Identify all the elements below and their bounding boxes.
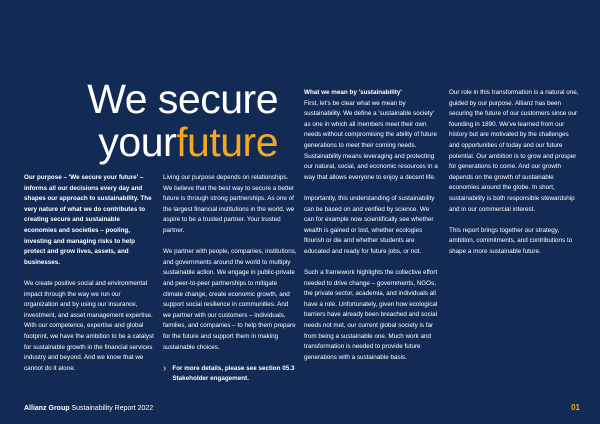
role-paragraph-2: This report brings together our strategy, ambition, commitments, and contributions to shape a more sustainable future. <box>449 226 573 255</box>
column-sustainability-definition <box>304 88 441 363</box>
title-line-2 <box>26 121 278 164</box>
page-number: 01 <box>571 403 580 412</box>
column-partnerships <box>163 173 298 385</box>
column-purpose <box>24 173 154 374</box>
sustainability-paragraph-1: First, let's be clear what we mean by sustainability. We define a 'sustainable society' as one in which all members meet their own needs without compromising the ability of future generations to meet their coming needs. Sustainability means leveraging and protecting our natural, social, and economic resources in a way that allows everyone to enjoy a decent life. <box>304 99 438 181</box>
footer-brand: Allianz Group <box>24 405 70 412</box>
stakeholder-engagement-link-text[interactable]: For more details, please see section 05.3 Stakeholder engagement. <box>172 364 295 383</box>
purpose-impact-paragraph: We create positive social and environmental impact through the way we run our organization and by using our insurance, investment, and asset management expertise. With our competence, expertise and global footprint, we have the ambition to be a catalyst for sustainable growth in the financial services industry and beyond. And we know that we cannot do it alone. <box>24 279 154 372</box>
sustainability-paragraph-2: Importantly, this understanding of sustainability can be based on and verified by science. We can for example now scientifically see whether wealth is gained or lost, whether ecologies flourish or die and whether students are educated and ready for future jobs, or not. <box>304 194 435 255</box>
purpose-intro: Our purpose – 'We secure your future' – informs all our decisions every day and shapes our approach to sustainability. The very nature of what we do contributes to creating secure and sustainable economies and societies – pooling, investing and managing risks to help protect and grow lives, assets, and businesses. <box>24 174 152 266</box>
column-our-role <box>449 88 580 258</box>
sustainability-heading: What we mean by 'sustainability' <box>304 89 402 96</box>
partnerships-paragraph-1: Living our purpose depends on relationships. We believe that the best way to secure a better future is through strong partnerships. As one of the largest financial institutions in the world, we aspire to be a trusted partner. Your trusted partner. <box>163 174 295 234</box>
footer <box>24 404 153 414</box>
title-word-future: future <box>176 119 278 165</box>
title-line-1: We secure <box>87 76 278 122</box>
role-paragraph-1: Our role in this transformation is a natural one, guided by our purpose. Allianz has been securing the future of our customers since our founding in 1890. We've learned from our history but are motivated by the challenges and opportunities of today and our future potential. Our ambition is to grow and prosper for generations to come. And our growth depends on the growth of sustainable economies around the globe. In short, sustainability is both responsible stewardship and in our commercial interest. <box>449 89 579 213</box>
footer-report-title: Sustainability Report 2022 <box>71 405 154 412</box>
stakeholder-engagement-link[interactable] <box>163 364 298 385</box>
partnerships-paragraph-2: We partner with people, companies, institutions, and governments around the world to multiply sustainable action. We engage in public-private and peer-to-peer partnerships to mitigate climate change, create economic growth, and support social resilience in communities. And we partner with our customers – individuals, families, and companies – to help them prepare for the future and support them in making sustainable choices. <box>163 248 297 351</box>
title-word-your: your <box>98 119 177 165</box>
sustainability-paragraph-3: Such a framework highlights the collective effort needed to drive change – governments, NGOs, the private sector, academia, and individuals all have a role. Unfortunately, given how ecological barriers have already been breached and social needs not met, our current global society is far from being a sustainable one. Much work and transformation is needed to provide future generations with a sustainable basis. <box>304 269 438 361</box>
page-title <box>26 78 278 164</box>
chevron-right-icon: › <box>163 362 167 374</box>
